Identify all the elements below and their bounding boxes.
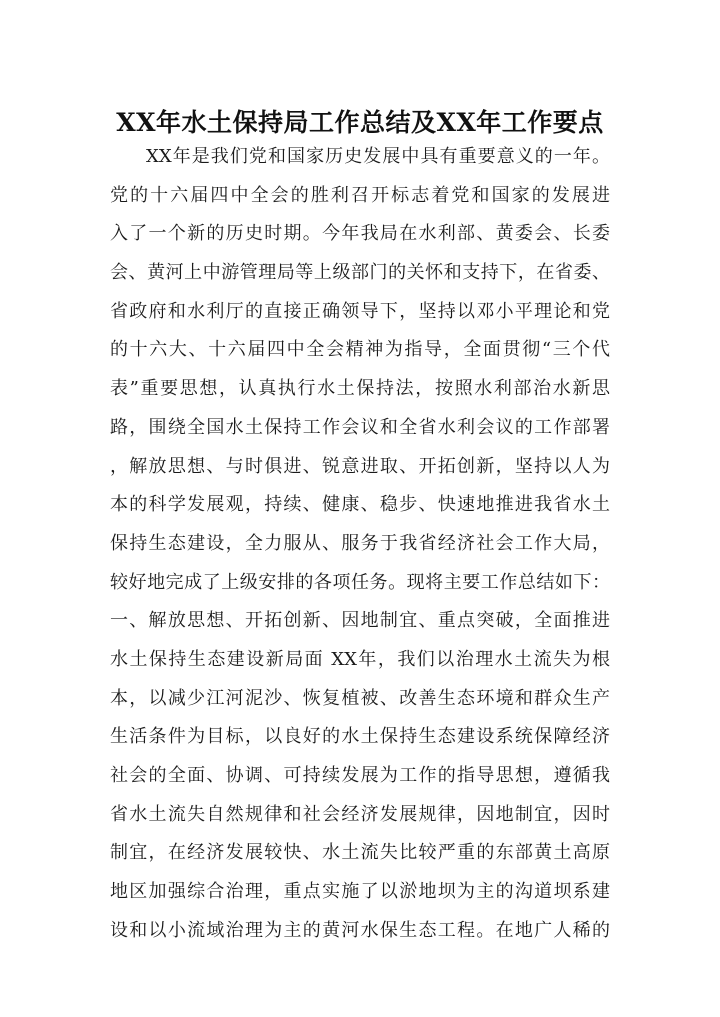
text-line: 一、解放思想、开拓创新、因地制宜、重点突破，全面推进 bbox=[110, 610, 610, 632]
text-line: 的十六大、十六届四中全会精神为指导，全面贯彻“三个代 bbox=[110, 339, 610, 361]
text-line: 社会的全面、协调、可持续发展为工作的指导思想，遵循我 bbox=[110, 765, 610, 786]
text-line: 省水土流失自然规律和社会经济发展规律，因地制宜，因时 bbox=[110, 803, 610, 825]
text-line: 本的科学发展观，持续、健康、稳步、快速地推进我省水土 bbox=[110, 494, 610, 516]
text-line: 表”重要思想，认真执行水土保持法，按照水利部治水新思 bbox=[110, 378, 610, 400]
text-line: ，解放思想、与时俱进、锐意进取、开拓创新，坚持以人为 bbox=[110, 455, 610, 477]
text-line: 省政府和水利厅的直接正确领导下，坚持以邓小平理论和党 bbox=[110, 300, 610, 322]
text-line: 较好地完成了上级安排的各项任务。现将主要工作总结如下： bbox=[110, 571, 610, 593]
text-line: XX年是我们党和国家历史发展中具有重要意义的一年。 bbox=[146, 146, 610, 167]
text-line: 设和以小流域治理为主的黄河水保生态工程。在地广人稀的 bbox=[110, 919, 610, 941]
text-line: 本，以减少江河泥沙、恢复植被、改善生态环境和群众生产 bbox=[110, 687, 610, 709]
text-line: 保持生态建设，全力服从、服务于我省经济社会工作大局， bbox=[110, 532, 610, 554]
text-line: 路，围绕全国水土保持工作会议和全省水利会议的工作部署 bbox=[110, 416, 610, 438]
text-line: 党的十六届四中全会的胜利召开标志着党和国家的发展进 bbox=[110, 184, 610, 206]
document-body bbox=[110, 138, 610, 950]
text-line: 制宜，在经济发展较快、水土流失比较严重的东部黄土高原 bbox=[110, 842, 610, 864]
text-line: 水土保持生态建设新局面 XX年，我们以治理水土流失为根 bbox=[110, 648, 610, 670]
text-line: 地区加强综合治理，重点实施了以淤地坝为主的沟道坝系建 bbox=[110, 881, 610, 903]
text-line: 入了一个新的历史时期。今年我局在水利部、黄委会、长委 bbox=[110, 223, 610, 245]
text-line: 会、黄河上中游管理局等上级部门的关怀和支持下，在省委、 bbox=[110, 262, 610, 284]
text-line: 生活条件为目标，以良好的水土保持生态建设系统保障经济 bbox=[110, 726, 610, 748]
document-title: XX年水土保持局工作总结及XX年工作要点 bbox=[116, 107, 604, 137]
